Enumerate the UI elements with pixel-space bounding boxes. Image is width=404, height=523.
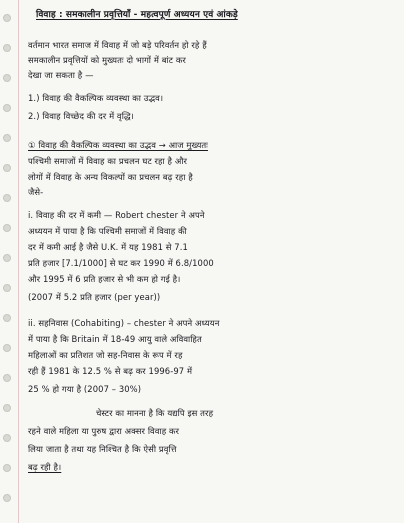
hole-icon [3, 134, 11, 142]
note-line: लिया जाता है तथा यह निश्चित है कि ऐसी प्रवृत्ति [28, 444, 177, 454]
hole-icon [3, 344, 11, 352]
note-line: i. विवाह की दर में कमी — Robert chester ने अपने [28, 210, 205, 220]
hole-icon [3, 374, 11, 382]
note-line: (2007 में 5.2 प्रति हजार (per year)) [28, 292, 161, 302]
note-line: में पाया है कि Britain में 18-49 आयु वाले अविवाहित [28, 334, 202, 344]
note-line: रहने वाले महिला या पुरुष द्वारा अक्सर विवाह कर [28, 426, 180, 436]
note-line: देखा जा सकता है — [28, 70, 94, 80]
note-line: दर में कमी आई है जैसे U.K. में यह 1981 से 7.1 [28, 242, 188, 252]
note-line: बढ़ रही है। [28, 462, 62, 472]
note-line: ii. सहनिवास (Cohabiting) – chester ने अपने अध्ययन [28, 318, 220, 328]
margin-line [18, 0, 19, 523]
note-line: जैसे- [28, 187, 44, 197]
note-line: रही हैं 1981 के 12.5 % से बढ़ कर 1996-97 में [28, 366, 193, 376]
note-line: वर्तमान भारत समाज में विवाह में जो बड़े परिवर्तन हो रहे हैं [28, 40, 207, 50]
note-line: 25 % हो गया है (2007 – 30%) [28, 384, 142, 394]
note-line: 1.) विवाह की वैकल्पिक व्यवस्था का उद्भव। [28, 93, 164, 103]
note-line: चेस्टर का मानना है कि यद्यपि इस तरह [96, 408, 214, 418]
note-line: अध्ययन में पाया है कि पश्चिमी समाजों में विवाह की [28, 226, 187, 236]
binder-holes [0, 0, 14, 523]
hole-icon [3, 314, 11, 322]
hole-icon [3, 284, 11, 292]
hole-icon [3, 404, 11, 412]
hole-icon [3, 464, 11, 472]
hole-icon [3, 254, 11, 262]
hole-icon [3, 104, 11, 112]
hole-icon [3, 494, 11, 502]
hole-icon [3, 194, 11, 202]
note-line: और 1995 में 6 प्रति हजार से भी कम हो गई है। [28, 274, 181, 284]
hole-icon [3, 14, 11, 22]
section-heading: ① विवाह की वैकल्पिक व्यवस्था का उद्भव → आज मुख्यतः [28, 140, 208, 150]
hole-icon [3, 164, 11, 172]
hole-icon [3, 74, 11, 82]
hole-icon [3, 224, 11, 232]
note-line: लोगों में विवाह के अन्य विकल्पों का प्रचलन बढ़ रहा है [28, 172, 193, 182]
hole-icon [3, 44, 11, 52]
page-title: विवाह : समकालीन प्रवृत्तियाँ - महत्वपूर्ण अध्ययन एवं आंकड़े [36, 10, 238, 20]
note-line: समकालीन प्रवृत्तियों को मुख्यतः दो भागों में बांट कर [28, 55, 186, 65]
hole-icon [3, 434, 11, 442]
note-line: प्रति हजार [7.1/1000] से घट कर 1990 में 6.8/1000 [28, 258, 214, 268]
note-line: पश्चिमी समाजों में विवाह का प्रचलन घट रहा है और [28, 156, 188, 166]
note-line: 2.) विवाह विच्छेद की दर में वृद्धि। [28, 111, 134, 121]
note-line: महिलाओं का प्रतिशत जो सह-निवास के रूप में रह [28, 350, 183, 360]
